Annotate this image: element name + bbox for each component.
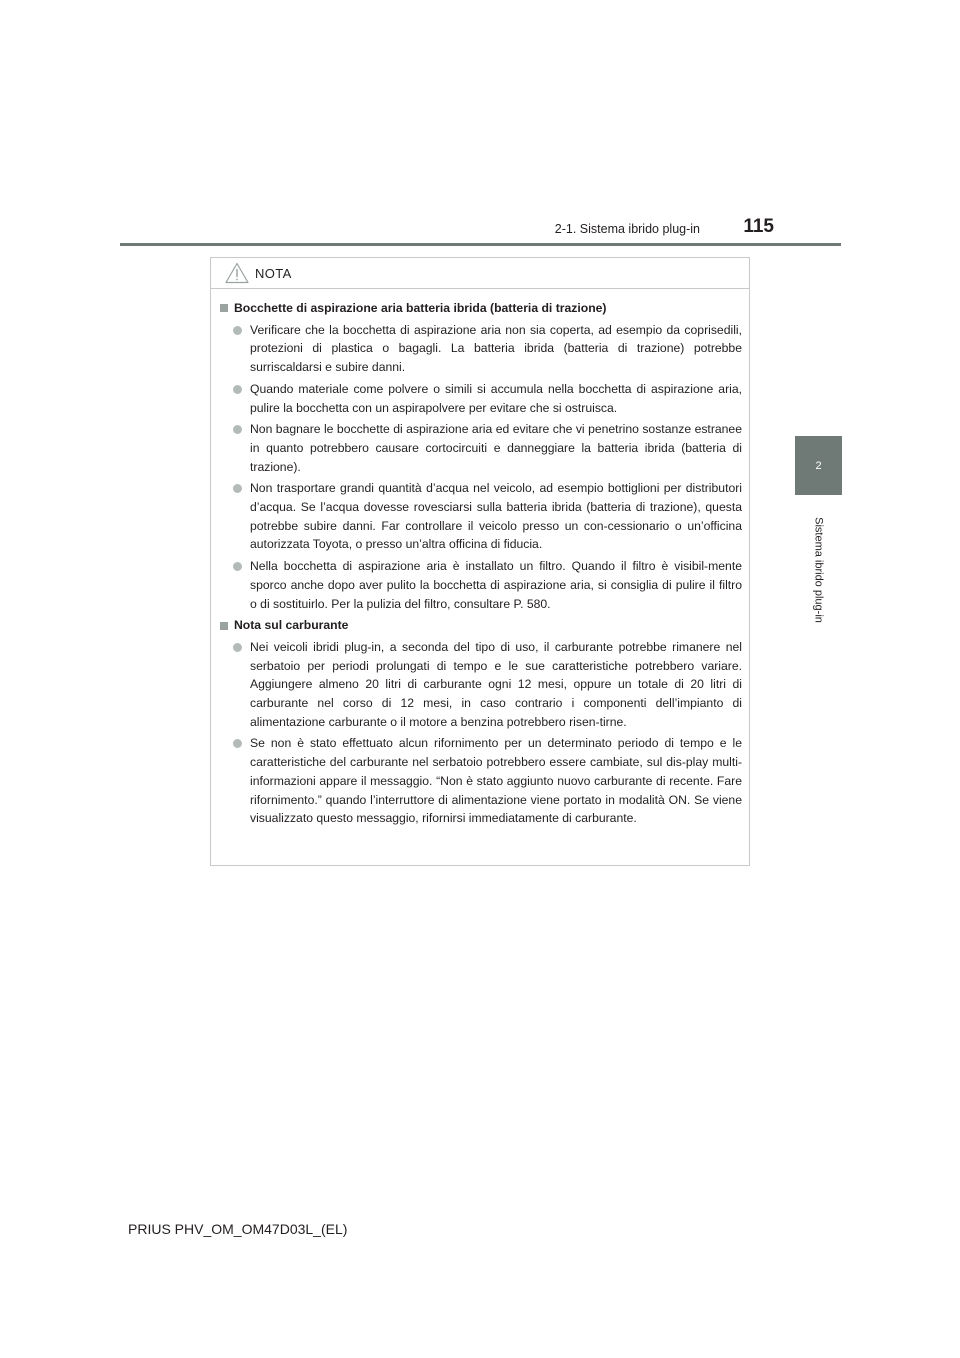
header-section-title: 2-1. Sistema ibrido plug-in <box>554 222 700 236</box>
list-item <box>220 638 742 732</box>
circle-bullet-icon <box>233 739 242 748</box>
list-item-text: Se non è stato effettuato alcun rifornimento per un determinato periodo di tempo e le caratteristiche del carburante nel serbatoio potrebbero essere cambiate, sul dis-play multi-informazioni appare il messaggio. “Non è stato aggiunto nuovo carburante di recente. Fare rifornimento.” quando l’interruttore di alimentazione viene portato in modalità ON. Se viene visualizzato questo messaggio, rifornirsi immediatamente di carburante. <box>250 736 742 826</box>
circle-bullet-icon <box>233 484 242 493</box>
list-item-text: Quando materiale come polvere o simili si accumula nella bocchetta di aspirazione aria, pulire la bocchetta con un aspirapolvere per evitare che si ostruisca. <box>250 381 742 415</box>
list-item <box>220 321 742 377</box>
list-item <box>220 479 742 554</box>
list-item <box>220 420 742 476</box>
header-divider <box>120 243 841 246</box>
section-heading <box>220 616 742 635</box>
section-heading-text: Nota sul carburante <box>234 618 349 633</box>
circle-bullet-icon <box>233 425 242 434</box>
list-item-text: Verificare che la bocchetta di aspirazione aria non sia coperta, ad esempio da coprisedili, protezioni di plastica o bagagli. La batteria ibrida (batteria di trazione) potrebbe surriscaldarsi e subire danni. <box>250 322 742 375</box>
circle-bullet-icon <box>233 326 242 335</box>
square-bullet-icon <box>220 622 228 630</box>
section-heading-text: Bocchette di aspirazione aria batteria ibrida (batteria di trazione) <box>234 301 607 315</box>
list-item <box>220 380 742 417</box>
circle-bullet-icon <box>233 562 242 571</box>
circle-bullet-icon <box>233 385 242 394</box>
list-item-text: Nei veicoli ibridi plug-in, a seconda del tipo di uso, il carburante potrebbe rimanere nel serbatoio per periodi prolungati di tempo e le sue caratteristiche potrebbero variare. Aggiungere almeno 20 litri di carburante ogni 12 mesi, oppure un totale di 20 litri di carburante nel corso di 12 mesi, in caso contrario i componenti dell’impianto di alimentazione carburante o il motore a benzina potrebbero risen-tirne. <box>250 639 742 729</box>
circle-bullet-icon <box>233 643 242 652</box>
note-box <box>210 257 750 866</box>
list-item-text: Nella bocchetta di aspirazione aria è installato un filtro. Quando il filtro è visibil-mente sporco anche dopo aver pulito la bocchetta di aspirazione aria, si consiglia di pulire il filtro o di sostituirlo. Per la pulizia del filtro, consultare P. 580. <box>250 559 742 611</box>
note-section-fuel <box>220 616 742 828</box>
list-item-text: Non trasportare grandi quantità d’acqua nel veicolo, ad esempio bottiglioni per distributori d’acqua. Se l’acqua dovesse rovesciarsi sulla batteria ibrida (batteria di trazione), questa potrebbe subire danni. Far controllare il veicolo presso un con-cessionario o un’officina autorizzata Toyota, o presso un’altra officina di fiducia. <box>250 481 742 552</box>
chapter-tab-label: Sistema ibrido plug-in <box>812 517 825 623</box>
list-item <box>220 734 742 828</box>
note-header <box>211 258 749 289</box>
square-bullet-icon <box>220 304 228 312</box>
chapter-tab-number: 2 <box>815 459 822 472</box>
list-item <box>220 557 742 613</box>
list-item-text: Non bagnare le bocchette di aspirazione aria ed evitare che vi penetrino sostanze estranee in quanto potrebbero causare cortocircuiti e danneggiare la batteria ibrida (batteria di trazione). <box>250 422 742 474</box>
note-body <box>211 289 749 828</box>
page-number: 115 <box>743 216 774 237</box>
footer-model-code: PRIUS PHV_OM_OM47D03L_(EL) <box>128 1221 348 1237</box>
chapter-tab <box>795 436 842 495</box>
warning-triangle-icon <box>225 262 249 284</box>
note-section-air-intake <box>220 299 742 613</box>
note-title: NOTA <box>255 265 292 281</box>
section-heading <box>220 299 742 318</box>
